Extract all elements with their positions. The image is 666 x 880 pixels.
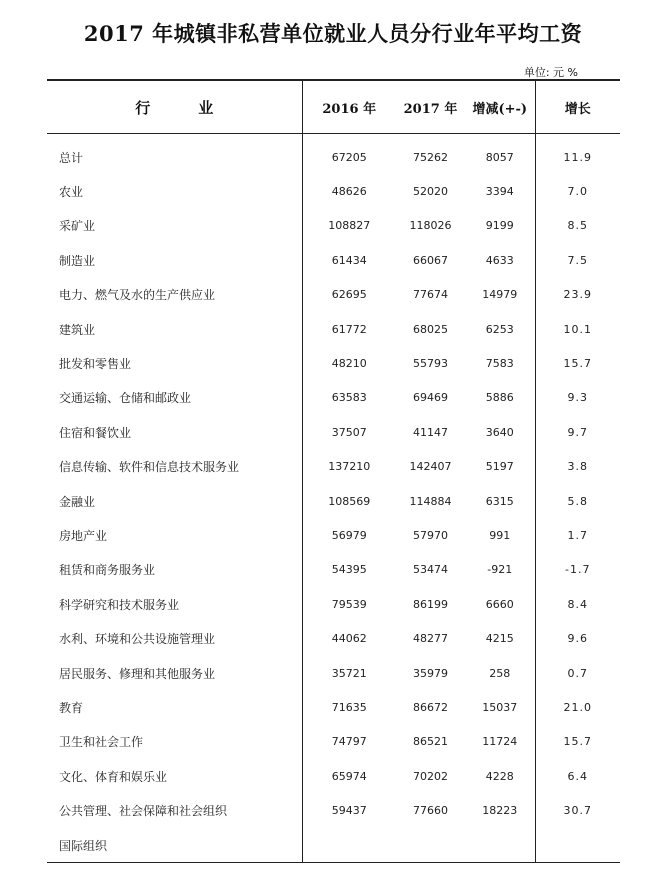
change-cell: 5197	[485, 460, 514, 474]
change-cell: 15037	[482, 700, 518, 714]
growth-cell: 5.8	[535, 484, 620, 518]
change-cell: 991	[489, 528, 511, 542]
table-row	[47, 243, 620, 277]
industry-cell: 采矿业	[59, 219, 96, 234]
growth-cell: 10.1	[535, 312, 620, 346]
table-row	[47, 415, 620, 449]
header-growth: 增长	[535, 80, 620, 134]
table-row	[47, 312, 620, 346]
table-row	[47, 484, 620, 518]
growth-cell: 11.9	[535, 140, 620, 174]
growth-cell: 21.0	[535, 690, 620, 724]
industry-cell: 卫生和社会工作	[59, 735, 144, 750]
change-cell: 4215	[485, 632, 514, 646]
table-row	[47, 621, 620, 655]
growth-cell: 9.6	[535, 621, 620, 655]
growth-cell: 8.4	[535, 587, 620, 621]
value-2016-cell: 67205	[302, 140, 396, 174]
value-2016-cell: 65974	[302, 759, 396, 793]
value-2017-cell: 35979	[413, 666, 448, 680]
industry-cell: 居民服务、修理和其他服务业	[59, 666, 216, 681]
unit-label: 单位: 元 %	[523, 66, 578, 79]
value-2016-cell: 63583	[302, 381, 396, 415]
value-2017-cell: 86672	[413, 700, 448, 714]
value-2017-cell: 70202	[413, 769, 448, 783]
growth-cell: 8.5	[535, 209, 620, 243]
value-2017-cell: 86521	[413, 735, 448, 749]
value-2017-cell: 114884	[409, 494, 452, 508]
industry-cell: 批发和零售业	[59, 357, 132, 372]
change-cell: 6660	[485, 597, 514, 611]
change-cell: 6253	[485, 322, 514, 336]
value-2017-cell: 52020	[413, 185, 448, 199]
growth-cell: 7.0	[535, 174, 620, 208]
value-2016-cell: 108569	[302, 484, 396, 518]
value-2017-cell: 55793	[413, 357, 448, 371]
table-row	[47, 518, 620, 552]
header-2016: 2016 年	[302, 80, 396, 134]
value-2017-cell: 77674	[413, 288, 448, 302]
value-2016-cell: 48210	[302, 346, 396, 380]
table-header-row	[47, 80, 620, 134]
value-2017-cell: 66067	[413, 253, 448, 267]
table-row	[47, 587, 620, 621]
header-industry: 行业	[47, 80, 302, 134]
table-row	[47, 209, 620, 243]
industry-cell: 制造业	[59, 253, 96, 268]
change-cell: 3640	[485, 425, 514, 439]
value-2016-cell: 54395	[302, 553, 396, 587]
industry-cell: 教育	[59, 700, 84, 715]
industry-cell: 科学研究和技术服务业	[59, 597, 180, 612]
growth-cell: 9.3	[535, 381, 620, 415]
table-row	[47, 553, 620, 587]
value-2016-cell: 56979	[302, 518, 396, 552]
table-row	[47, 174, 620, 208]
value-2016-cell: 44062	[302, 621, 396, 655]
value-2016-cell: 71635	[302, 690, 396, 724]
industry-cell: 农业	[59, 185, 84, 200]
change-cell: 14979	[482, 288, 518, 302]
change-cell: 8057	[485, 150, 514, 164]
change-cell: 5886	[485, 391, 514, 405]
value-2017-cell: 69469	[413, 391, 448, 405]
value-2017-cell: 118026	[409, 219, 452, 233]
growth-cell	[535, 828, 620, 863]
change-cell: 18223	[482, 804, 518, 818]
industry-cell: 总计	[59, 150, 84, 165]
industry-cell: 建筑业	[59, 322, 96, 337]
value-2016-cell: 137210	[302, 450, 396, 484]
growth-cell: 7.5	[535, 243, 620, 277]
table-row	[47, 346, 620, 380]
change-cell: 7583	[485, 357, 514, 371]
value-2017-cell: 48277	[413, 632, 448, 646]
growth-cell: -1.7	[535, 553, 620, 587]
table-row	[47, 725, 620, 759]
table-row	[47, 828, 620, 863]
table-row	[47, 759, 620, 793]
industry-cell: 电力、燃气及水的生产供应业	[59, 288, 216, 303]
value-2016-cell: 62695	[302, 278, 396, 312]
value-2016-cell: 59437	[302, 793, 396, 827]
growth-cell: 6.4	[535, 759, 620, 793]
header-change: 增减(+-)	[465, 80, 535, 134]
growth-cell: 9.7	[535, 415, 620, 449]
value-2017-cell: 142407	[409, 460, 452, 474]
table-row	[47, 793, 620, 827]
growth-cell: 1.7	[535, 518, 620, 552]
table-row	[47, 140, 620, 174]
change-cell	[465, 828, 535, 863]
value-2016-cell: 74797	[302, 725, 396, 759]
industry-cell: 国际组织	[59, 838, 108, 853]
change-cell: 4633	[485, 253, 514, 267]
value-2016-cell: 79539	[302, 587, 396, 621]
growth-cell: 30.7	[535, 793, 620, 827]
value-2016-cell: 61772	[302, 312, 396, 346]
industry-cell: 金融业	[59, 494, 96, 509]
change-cell: 6315	[485, 494, 514, 508]
value-2016-cell: 35721	[302, 656, 396, 690]
industry-cell: 信息传输、软件和信息技术服务业	[59, 460, 240, 475]
table-row	[47, 450, 620, 484]
industry-cell: 水利、环境和公共设施管理业	[59, 632, 216, 647]
change-cell: -921	[487, 563, 513, 577]
change-cell: 11724	[482, 735, 518, 749]
change-cell: 258	[489, 666, 511, 680]
page-title: 2017 年城镇非私营单位就业人员分行业年平均工资	[83, 21, 583, 46]
industry-cell: 交通运输、仓储和邮政业	[59, 391, 192, 406]
industry-cell: 住宿和餐饮业	[59, 425, 132, 440]
growth-cell: 15.7	[535, 725, 620, 759]
change-cell: 4228	[485, 769, 514, 783]
growth-cell: 15.7	[535, 346, 620, 380]
change-cell: 9199	[485, 219, 514, 233]
table-row	[47, 656, 620, 690]
header-2017: 2017 年	[396, 80, 465, 134]
wage-table	[47, 79, 620, 863]
value-2016-cell	[302, 828, 396, 863]
value-2017-cell: 53474	[413, 563, 448, 577]
value-2017-cell: 77660	[413, 804, 448, 818]
value-2016-cell: 108827	[302, 209, 396, 243]
growth-cell: 0.7	[535, 656, 620, 690]
table-row	[47, 278, 620, 312]
value-2017-cell: 41147	[413, 425, 448, 439]
value-2017-cell: 86199	[413, 597, 448, 611]
value-2016-cell: 48626	[302, 174, 396, 208]
value-2017-cell: 57970	[413, 528, 448, 542]
value-2017-cell: 75262	[413, 150, 448, 164]
growth-cell: 23.9	[535, 278, 620, 312]
value-2016-cell: 37507	[302, 415, 396, 449]
table-row	[47, 690, 620, 724]
industry-cell: 房地产业	[59, 528, 108, 543]
industry-cell: 租赁和商务服务业	[59, 563, 156, 578]
growth-cell: 3.8	[535, 450, 620, 484]
change-cell: 3394	[485, 185, 514, 199]
table-row	[47, 381, 620, 415]
industry-cell: 文化、体育和娱乐业	[59, 769, 168, 784]
table-body	[47, 134, 620, 863]
value-2016-cell: 61434	[302, 243, 396, 277]
industry-cell: 公共管理、社会保障和社会组织	[59, 804, 228, 819]
value-2017-cell: 68025	[413, 322, 448, 336]
value-2017-cell	[396, 828, 465, 863]
